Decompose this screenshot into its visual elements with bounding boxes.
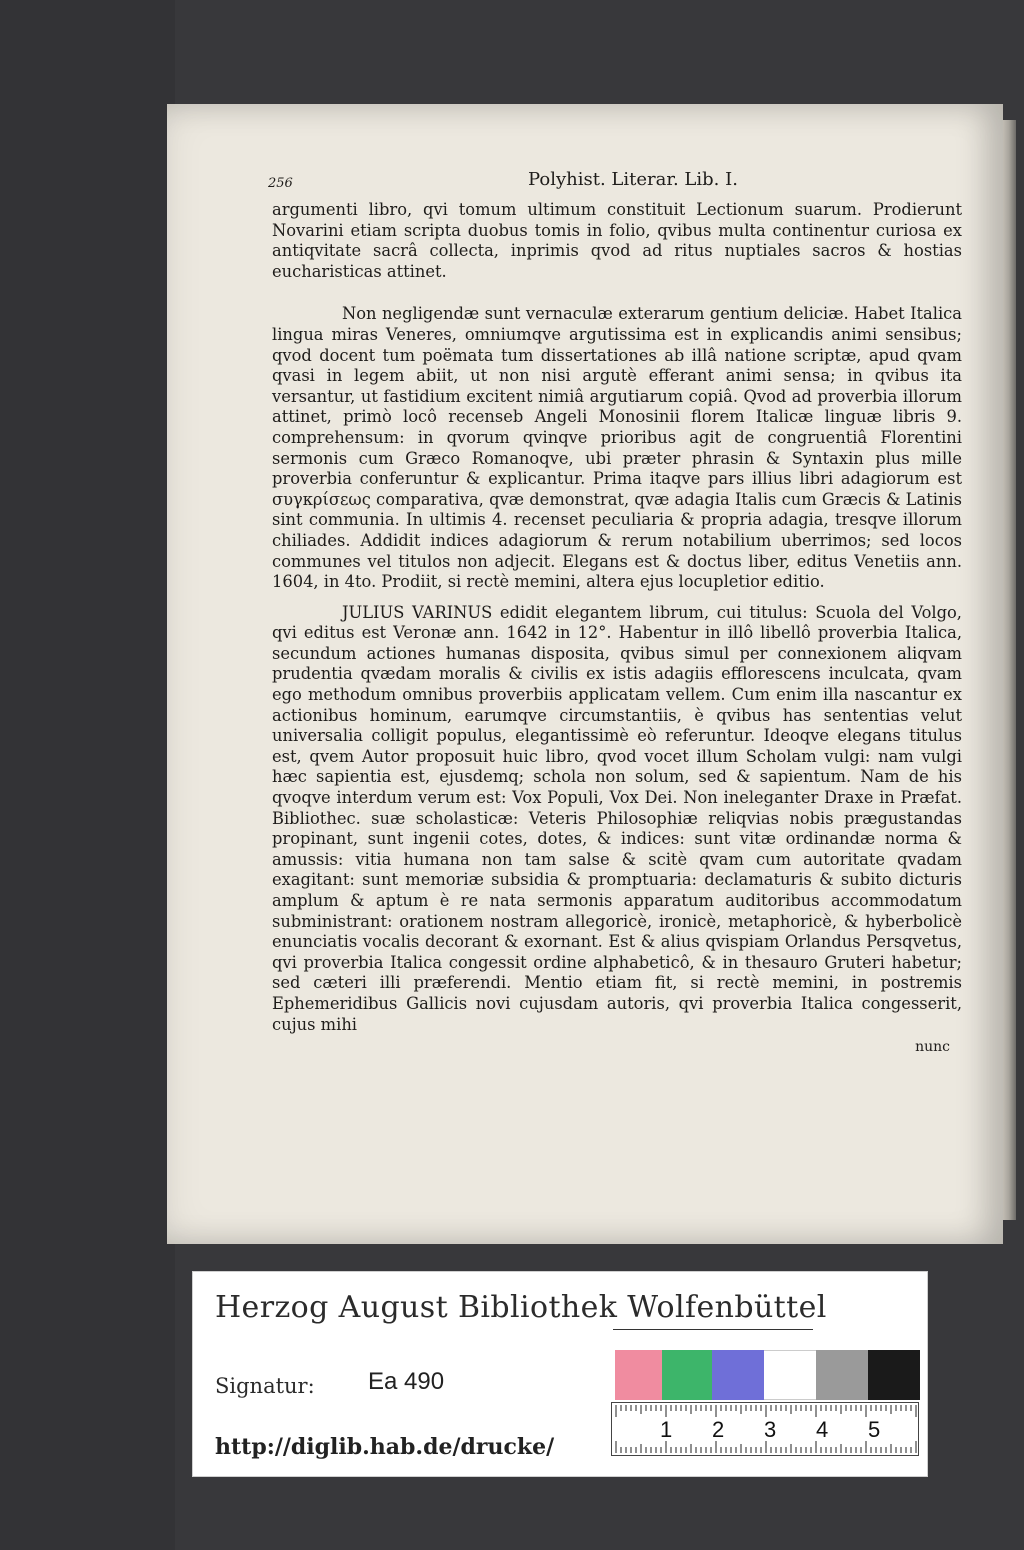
library-title: Herzog August Bibliothek Wolfenbüttel xyxy=(215,1290,827,1325)
color-swatch-pink xyxy=(615,1350,662,1400)
measurement-ruler xyxy=(611,1402,919,1456)
title-underline xyxy=(613,1329,813,1330)
color-swatch-blue xyxy=(712,1350,764,1400)
ruler-number-3: 3 xyxy=(764,1417,777,1442)
page-text xyxy=(268,169,962,1058)
catchword: nunc xyxy=(915,1039,950,1056)
ruler-number-4: 4 xyxy=(816,1417,829,1442)
library-url[interactable]: http://diglib.hab.de/drucke/ xyxy=(215,1434,555,1460)
ruler-number-5: 5 xyxy=(868,1417,881,1442)
color-swatch-green xyxy=(662,1350,712,1400)
signature-value: Ea 490 xyxy=(368,1368,445,1395)
color-swatch-white xyxy=(764,1350,816,1400)
signature-label: Signatur: xyxy=(215,1374,315,1398)
paragraph-2: Non negligendæ sunt vernaculæ exterarum gentium deliciæ. Habet Italica lingua miras Veneres, omniumqve argutissima est in explicandis animi sensibus; qvod docent tum poëmata tum dissertationes ab illâ natione scriptæ, apud qvam qvasi in legem abiit, ut non nisi argutè efferant animi sensa; in qvibus ita versantur, ut fastidium excitent nimiâ argutiarum copiâ. Qvod ad proverbia illorum attinet, primò locô recenseb Angeli Monosinii florem Italicæ linguæ libris 9. comprehensum: in qvorum qvinqve prioribus agit de congruentiâ Florentini sermonis cum Græco Romanoqve, ubi præter phrasin & Syntaxin plus mille proverbia conferuntur & explicantur. Prima itaqve pars illius libri adagiorum est συγκρίσεως comparativa, qvæ demonstrat, qvæ adagia Italis cum Græcis & Latinis sint communia. In ultimis 4. recenset peculiaria & propria adagia, tresqve illorum chiliades. Addidit indices adagiorum & rerum notabilium uberrimos; sed locos communes vel titulos non adjecit. Elegans est & doctus liber, editus Venetiis ann. 1604, in 4to. Prodiit, si rectè memini, altera ejus locupletior editio. xyxy=(272,304,962,592)
page-header xyxy=(268,169,962,198)
running-head: Polyhist. Literar. Lib. I. xyxy=(528,169,738,190)
scanner-background xyxy=(0,0,175,1550)
ruler-number-2: 2 xyxy=(712,1417,725,1442)
ruler-number-1: 1 xyxy=(660,1417,673,1442)
color-swatch-black xyxy=(868,1350,920,1400)
page-number: 256 xyxy=(268,176,293,191)
paragraph-3: JULIUS VARINUS edidit elegantem librum, cui titulus: Scuola del Volgo, qvi editus est Veronæ ann. 1642 in 12°. Habentur in illô libellô proverbia Italica, secundum actiones humanas disposita, qvibus simul per connexionem aliqvam prudentia qvædam moralis & civilis ex istis adagiis efflorescens inculcata, qvam ego methodum omnibus proverbiis applicatam vellem. Cum enim illa nascantur ex actionibus hominum, earumqve circumstantiis, è qvibus has sententias velut universalia colligit populus, elegantissimè eò referuntur. Ideoqve elegans titulus est, qvem Autor proposuit huic libro, qvod vocet illum Scholam vulgi: nam vulgi hæc sapientia est, ejusdemq; schola non solum, sed & sapientum. Nam de his qvoqve interdum verum est: Vox Populi, Vox Dei. Non ineleganter Draxe in Præfat. Bibliothec. suæ scholasticæ: Veteris Philosophiæ reliqvias nobis prægustandas propinant, sunt ingenii cotes, dotes, & indices: sunt vitæ ordinandæ norma & amussis: vitia humana non tam salse & scitè qvam cum autoritate qvadam exagitant: sunt memoriæ subsidia & promptuaria: declamaturis & subito dicturis amplum & aptum è re nata sermonis apparatum auditoribus accommodatum subministrant: orationem nostram allegoricè, ironicè, metaphoricè, & hyberbolicè enunciatis vocalis decorant & exornant. Est & alius qvispiam Orlandus Persqvetus, qvi proverbia Italica congessit ordine alphabeticô, & in thesauro Gruteri habetur; sed cæteri illi præferendi. Mentio etiam fit, si rectè memini, in postremis Ephemeridibus Gallicis novi cujusdam autoris, qvi proverbia Italica congesserit, cujus mihi xyxy=(272,602,962,1034)
library-card xyxy=(192,1271,928,1477)
color-swatch-gray xyxy=(816,1350,868,1400)
paragraph-1: argumenti libro, qvi tomum ultimum constituit Lectionum suarum. Prodierunt Novarini etiam scripta duobus tomis in folio, qvibus multa continentur curiosa ex antiqvitate sacrâ collecta, inprimis qvod ad ritus nuptiales sacros & hostias eucharisticas attinet. xyxy=(272,200,962,281)
